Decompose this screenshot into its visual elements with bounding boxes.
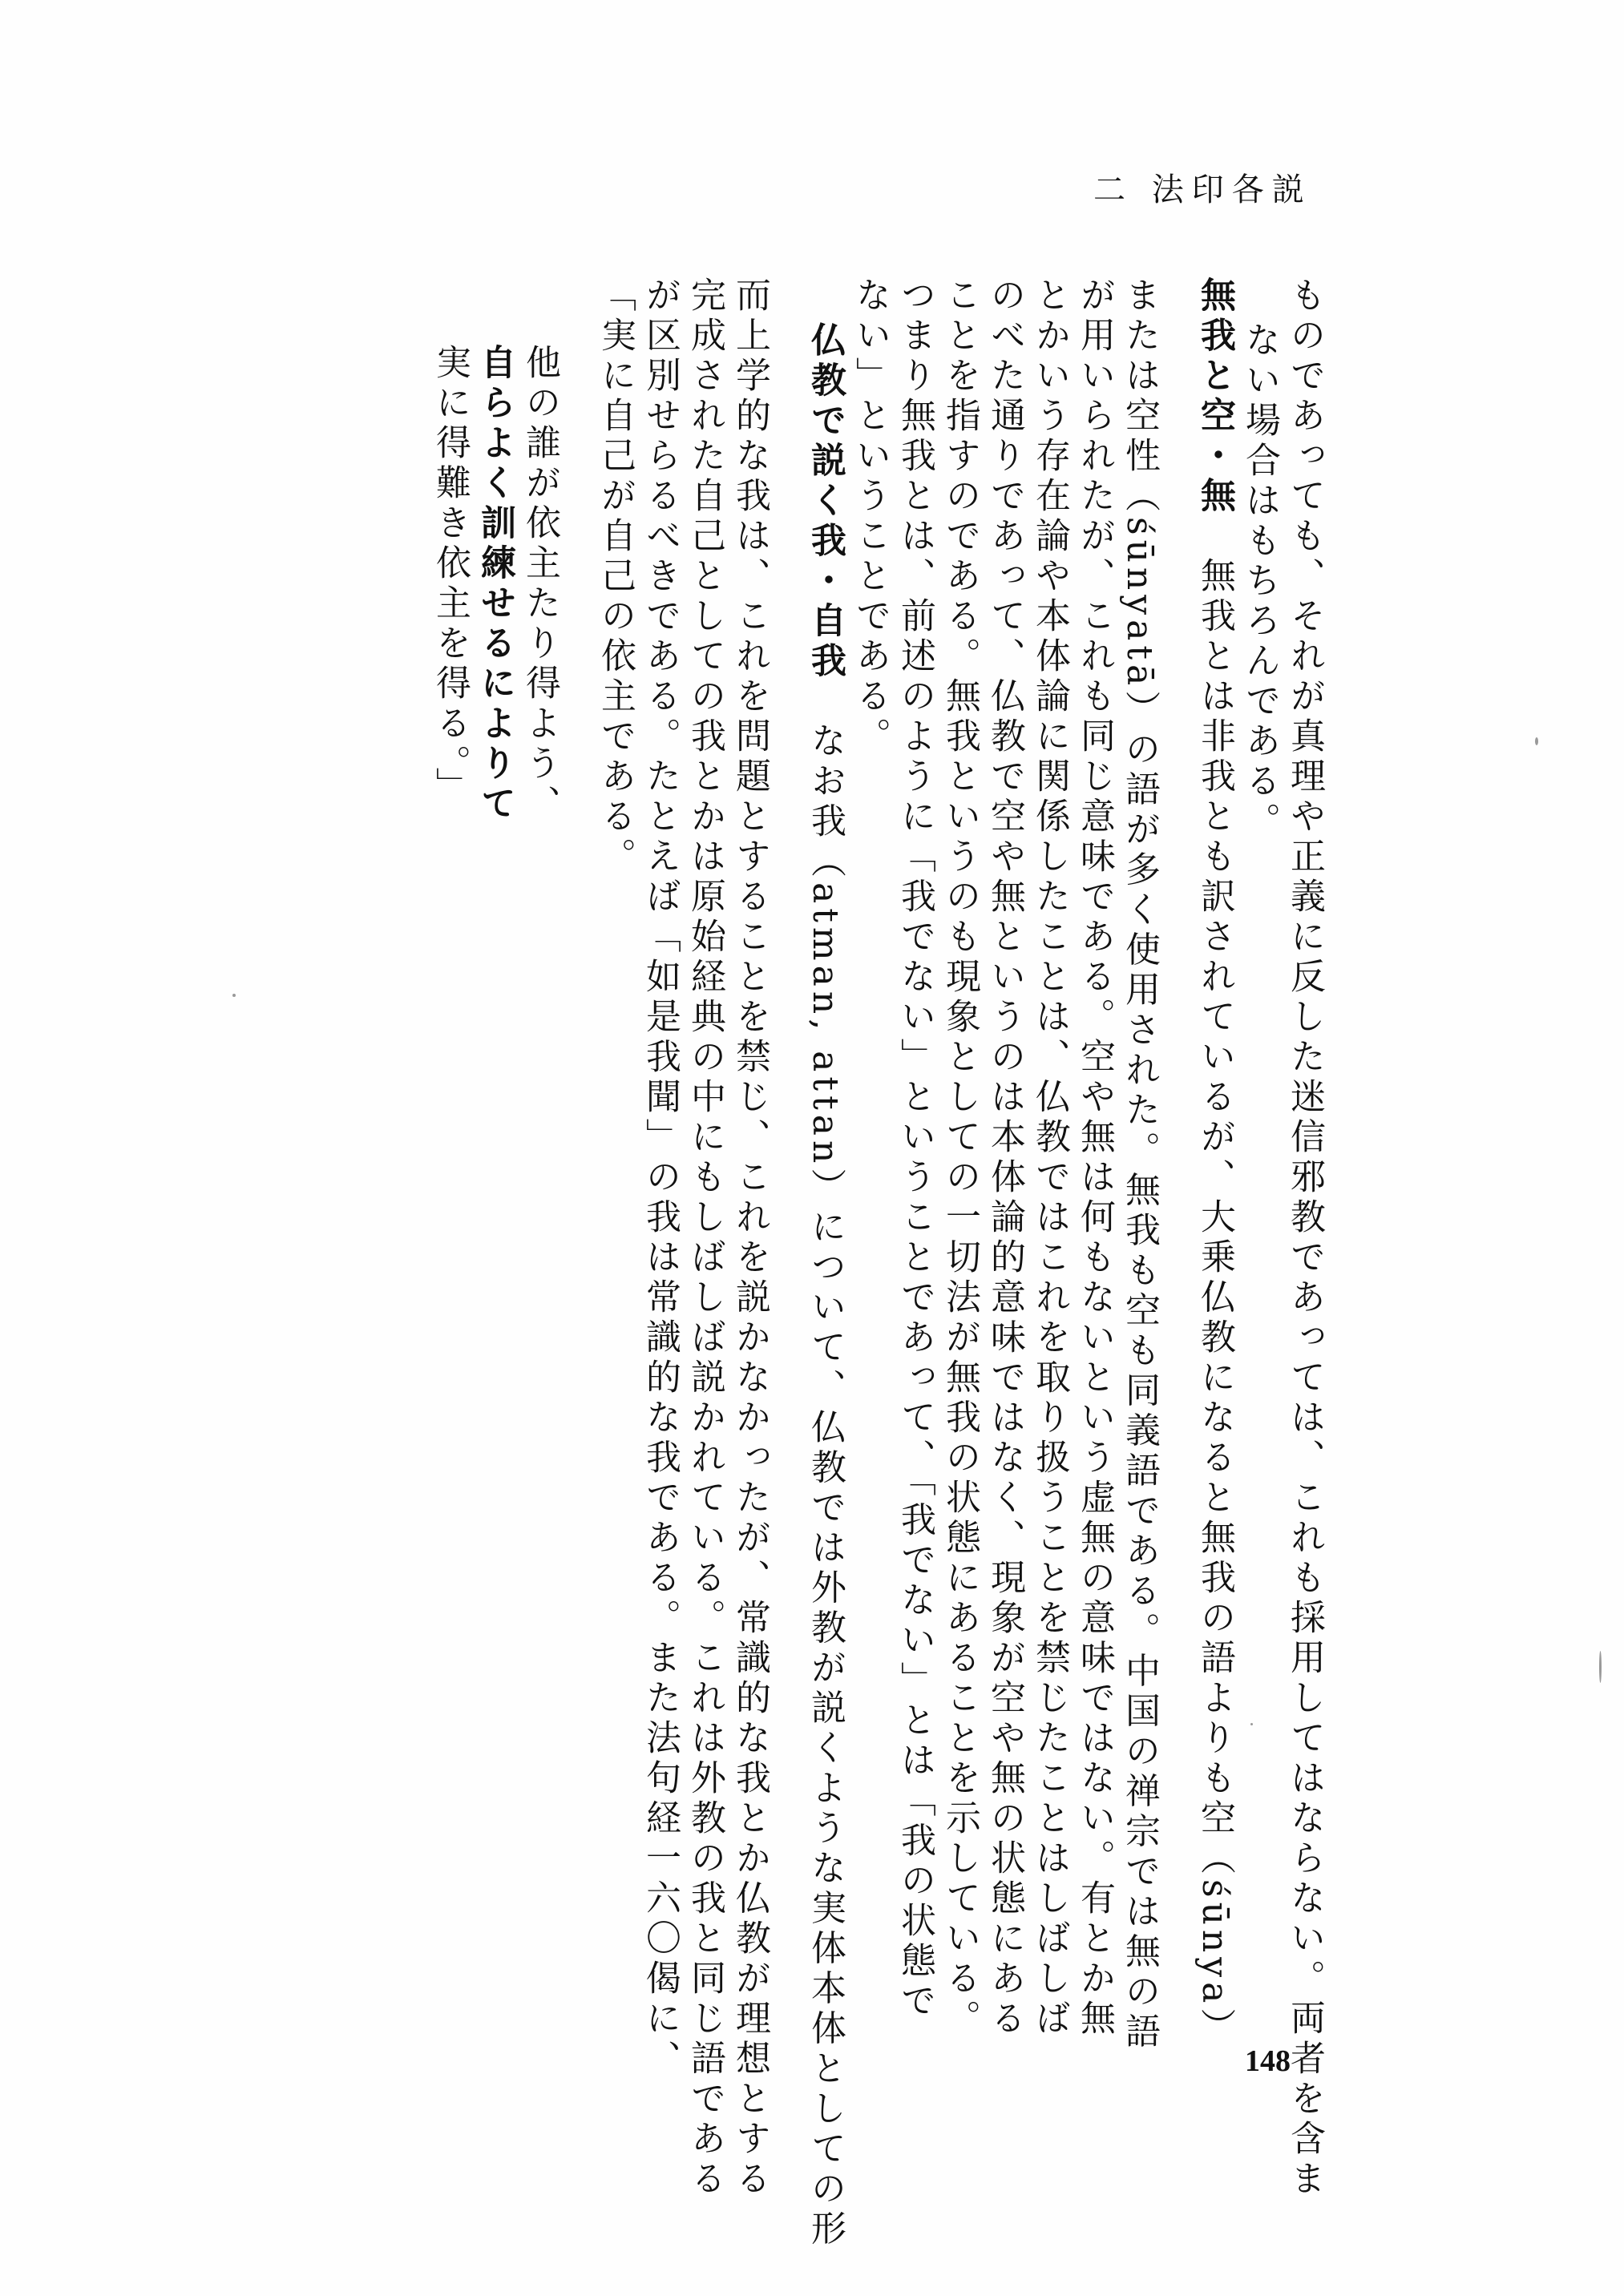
scan-speck	[1599, 1651, 1602, 1683]
text-column: または空性（śūnyatā）の語が多く使用された。無我も空も同義語である。中国の禅宗では無の語	[1119, 276, 1160, 2053]
verse-line: 自らよく訓練せるによりて	[475, 344, 515, 825]
section-title: 法印各説	[1151, 171, 1312, 208]
scan-speck	[1250, 1723, 1253, 1725]
text-column: が用いられたが、これも同じ意味である。空や無は何もないという虚無の意味ではない。有とか無	[1074, 276, 1115, 2040]
text-column: とかいう存在論や本体論に関係したことは、仏教ではこれを取り扱うことを禁じたことはしばしば	[1029, 276, 1070, 2040]
text-column	[1192, 276, 1237, 2048]
scan-speck	[1535, 737, 1538, 745]
text-column: ない」ということである。	[850, 276, 891, 757]
text-column: のべた通りであって、仏教で空や無というのは本体論的意味ではなく、現象が空や無の状態にある	[984, 276, 1025, 2040]
running-header	[1093, 164, 1312, 210]
text-column: 完成された自己としての我とかは原始経典の中にもしばしば説かれている。これは外教の我と同じ語である	[685, 276, 725, 2200]
text-column: つまり無我とは、前述のように「我でない」ということであって、「我でない」とは「我の状態で	[895, 276, 935, 2022]
text-column: ものであっても、それが真理や正義に反した迷信邪教であっては、これも採用してはならない。両者を含ま	[1284, 276, 1325, 2200]
text-column: ない場合はもちろんである。	[1239, 321, 1280, 842]
verse-line: 実に得難き依主を得る。」	[430, 344, 471, 807]
column-text: なお我（atman, attan）について、仏教では外教が説くような実体本体としての形	[805, 722, 846, 2250]
verse-line: 「実に自己が自己の依主である。	[595, 276, 636, 878]
column-text: 無我とは非我とも訳されているが、大乗仏教になると無我の語よりも空（śūnya）	[1194, 557, 1235, 2048]
chapter-number: 二	[1093, 171, 1133, 208]
text-column	[802, 321, 847, 2250]
verse-line: 他の誰が依主たり得よう、	[519, 344, 560, 825]
section-heading-muga-ku-mu: 無我と空・無	[1194, 276, 1235, 517]
text-column: ことを指すのである。無我というのも現象としての一切法が無我の状態にあることを示している。	[939, 276, 980, 2040]
text-column: が区別せらるべきである。たとえば「如是我聞」の我は常識的な我である。また法句経一六〇偈に、	[640, 276, 681, 2080]
scan-speck	[232, 994, 236, 997]
text-column: 而上学的な我は、これを問題とすることを禁じ、これを説かなかったが、常識的な我とか仏教が理想とする	[729, 276, 770, 2200]
page-number: 148	[1245, 2044, 1291, 2078]
section-heading-ga-jiga: 仏教で説く我・自我	[805, 321, 846, 682]
